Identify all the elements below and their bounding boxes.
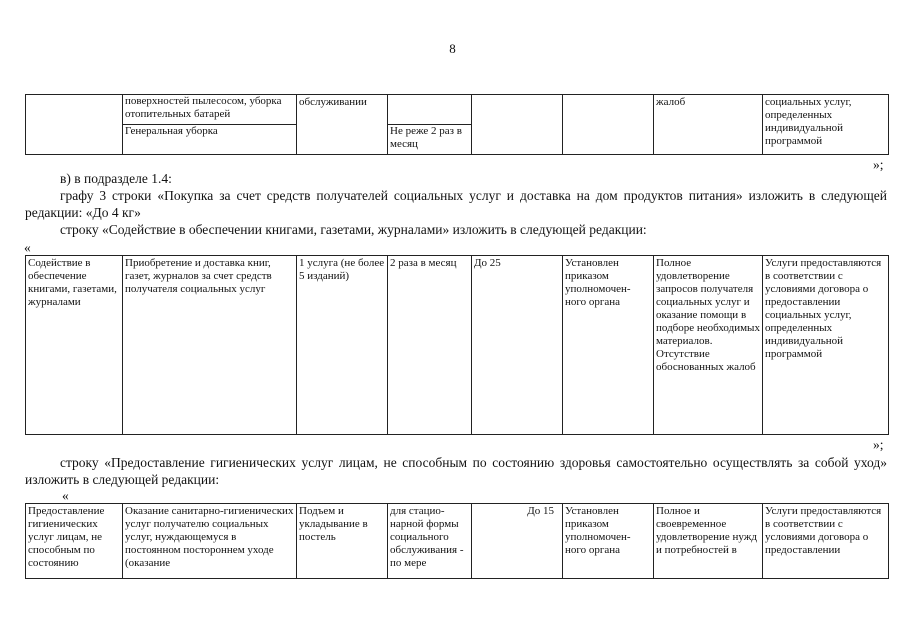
- table2-cell-frequency: 2 раза в месяц: [388, 256, 472, 435]
- table1-cell-3: обслуживании: [297, 95, 388, 155]
- table1-cell-2-bottom: Генеральная уборка: [125, 125, 218, 137]
- paragraph-graf3: графу 3 строки «Покупка за счет средств получателей социальных услуг и доставка на дом продуктов питания» изложить в следующей редакции: «До 4 кг»: [25, 188, 887, 220]
- table3-cell-tariff: Установлен приказом уполномочен-ного органа: [563, 504, 654, 579]
- closing-quote-1: »;: [873, 157, 884, 172]
- table1-cell-5: [472, 95, 563, 155]
- table1-cell-8: социальных услуг, определенных индивидуальной программой: [763, 95, 889, 155]
- table1-cell-4: [388, 95, 472, 155]
- table1-cell-6: [563, 95, 654, 155]
- paragraph-subsection: в) в подразделе 1.4:: [60, 171, 172, 186]
- paragraph-line-hygiene: строку «Предоставление гигиенических услуг лицам, не способным по состоянию здоровья самостоятельно осуществлять за собой уход» изложить в следующей редакции:: [25, 455, 887, 487]
- table1-cell-4-top: [388, 95, 471, 125]
- services-table-hygiene: [25, 503, 889, 579]
- services-table-continuation: [25, 94, 889, 155]
- table2-cell-conditions: Услуги предоставляются в соответствии с условиями договора о предоставлении социальных услуг, определенных индивидуальной программой: [763, 256, 889, 435]
- opening-quote-1: «: [24, 240, 31, 255]
- table2-cell-tariff: Установлен приказом уполномочен-ного органа: [563, 256, 654, 435]
- table3-cell-name: Предоставление гигиенических услуг лицам, не способным по состоянию: [26, 504, 123, 579]
- table2-cell-quality: Полное удовлетворение запросов получателя социальных услуг и оказание помощи в подборе необходимых материалов. Отсутствие обоснованных жалоб: [654, 256, 763, 435]
- table2-cell-name: Содействие в обеспечение книгами, газетами, журналами: [26, 256, 123, 435]
- opening-quote-2: «: [62, 488, 69, 503]
- table3-cell-duration: До 15: [472, 504, 563, 579]
- table2-cell-volume: 1 услуга (не более 5 изданий): [297, 256, 388, 435]
- table1-cell-1: [26, 95, 123, 155]
- table1-cell-2: [123, 95, 297, 155]
- table3-cell-frequency: для стацио-нарной формы социального обслуживания - по мере: [388, 504, 472, 579]
- table1-cell-7: жалоб: [654, 95, 763, 155]
- table3-cell-quality: Полное и своевременное удовлетворение нужд и потребностей в: [654, 504, 763, 579]
- page-number: 8: [449, 41, 456, 56]
- table2-cell-duration: До 25: [472, 256, 563, 435]
- closing-quote-2: »;: [873, 437, 884, 452]
- table1-cell-2-top: поверхностей пылесосом, уборка отопительных батарей: [123, 95, 296, 125]
- table3-cell-conditions: Услуги предоставляются в соответствии с условиями договора о предоставлении: [763, 504, 889, 579]
- table3-cell-volume: Подъем и укладывание в постель: [297, 504, 388, 579]
- services-table-books: [25, 255, 889, 435]
- table1-cell-4-bottom: Не реже 2 раз в месяц: [390, 125, 462, 150]
- paragraph-line-books: строку «Содействие в обеспечении книгами, газетами, журналами» изложить в следующей редакции:: [60, 222, 647, 237]
- table3-cell-description: Оказание санитарно-гигиенических услуг получателю социальных услуг, нуждающемуся в постоянном постороннем уходе (оказание: [123, 504, 297, 579]
- table2-cell-description: Приобретение и доставка книг, газет, журналов за счет средств получателя социальных услуг: [123, 256, 297, 435]
